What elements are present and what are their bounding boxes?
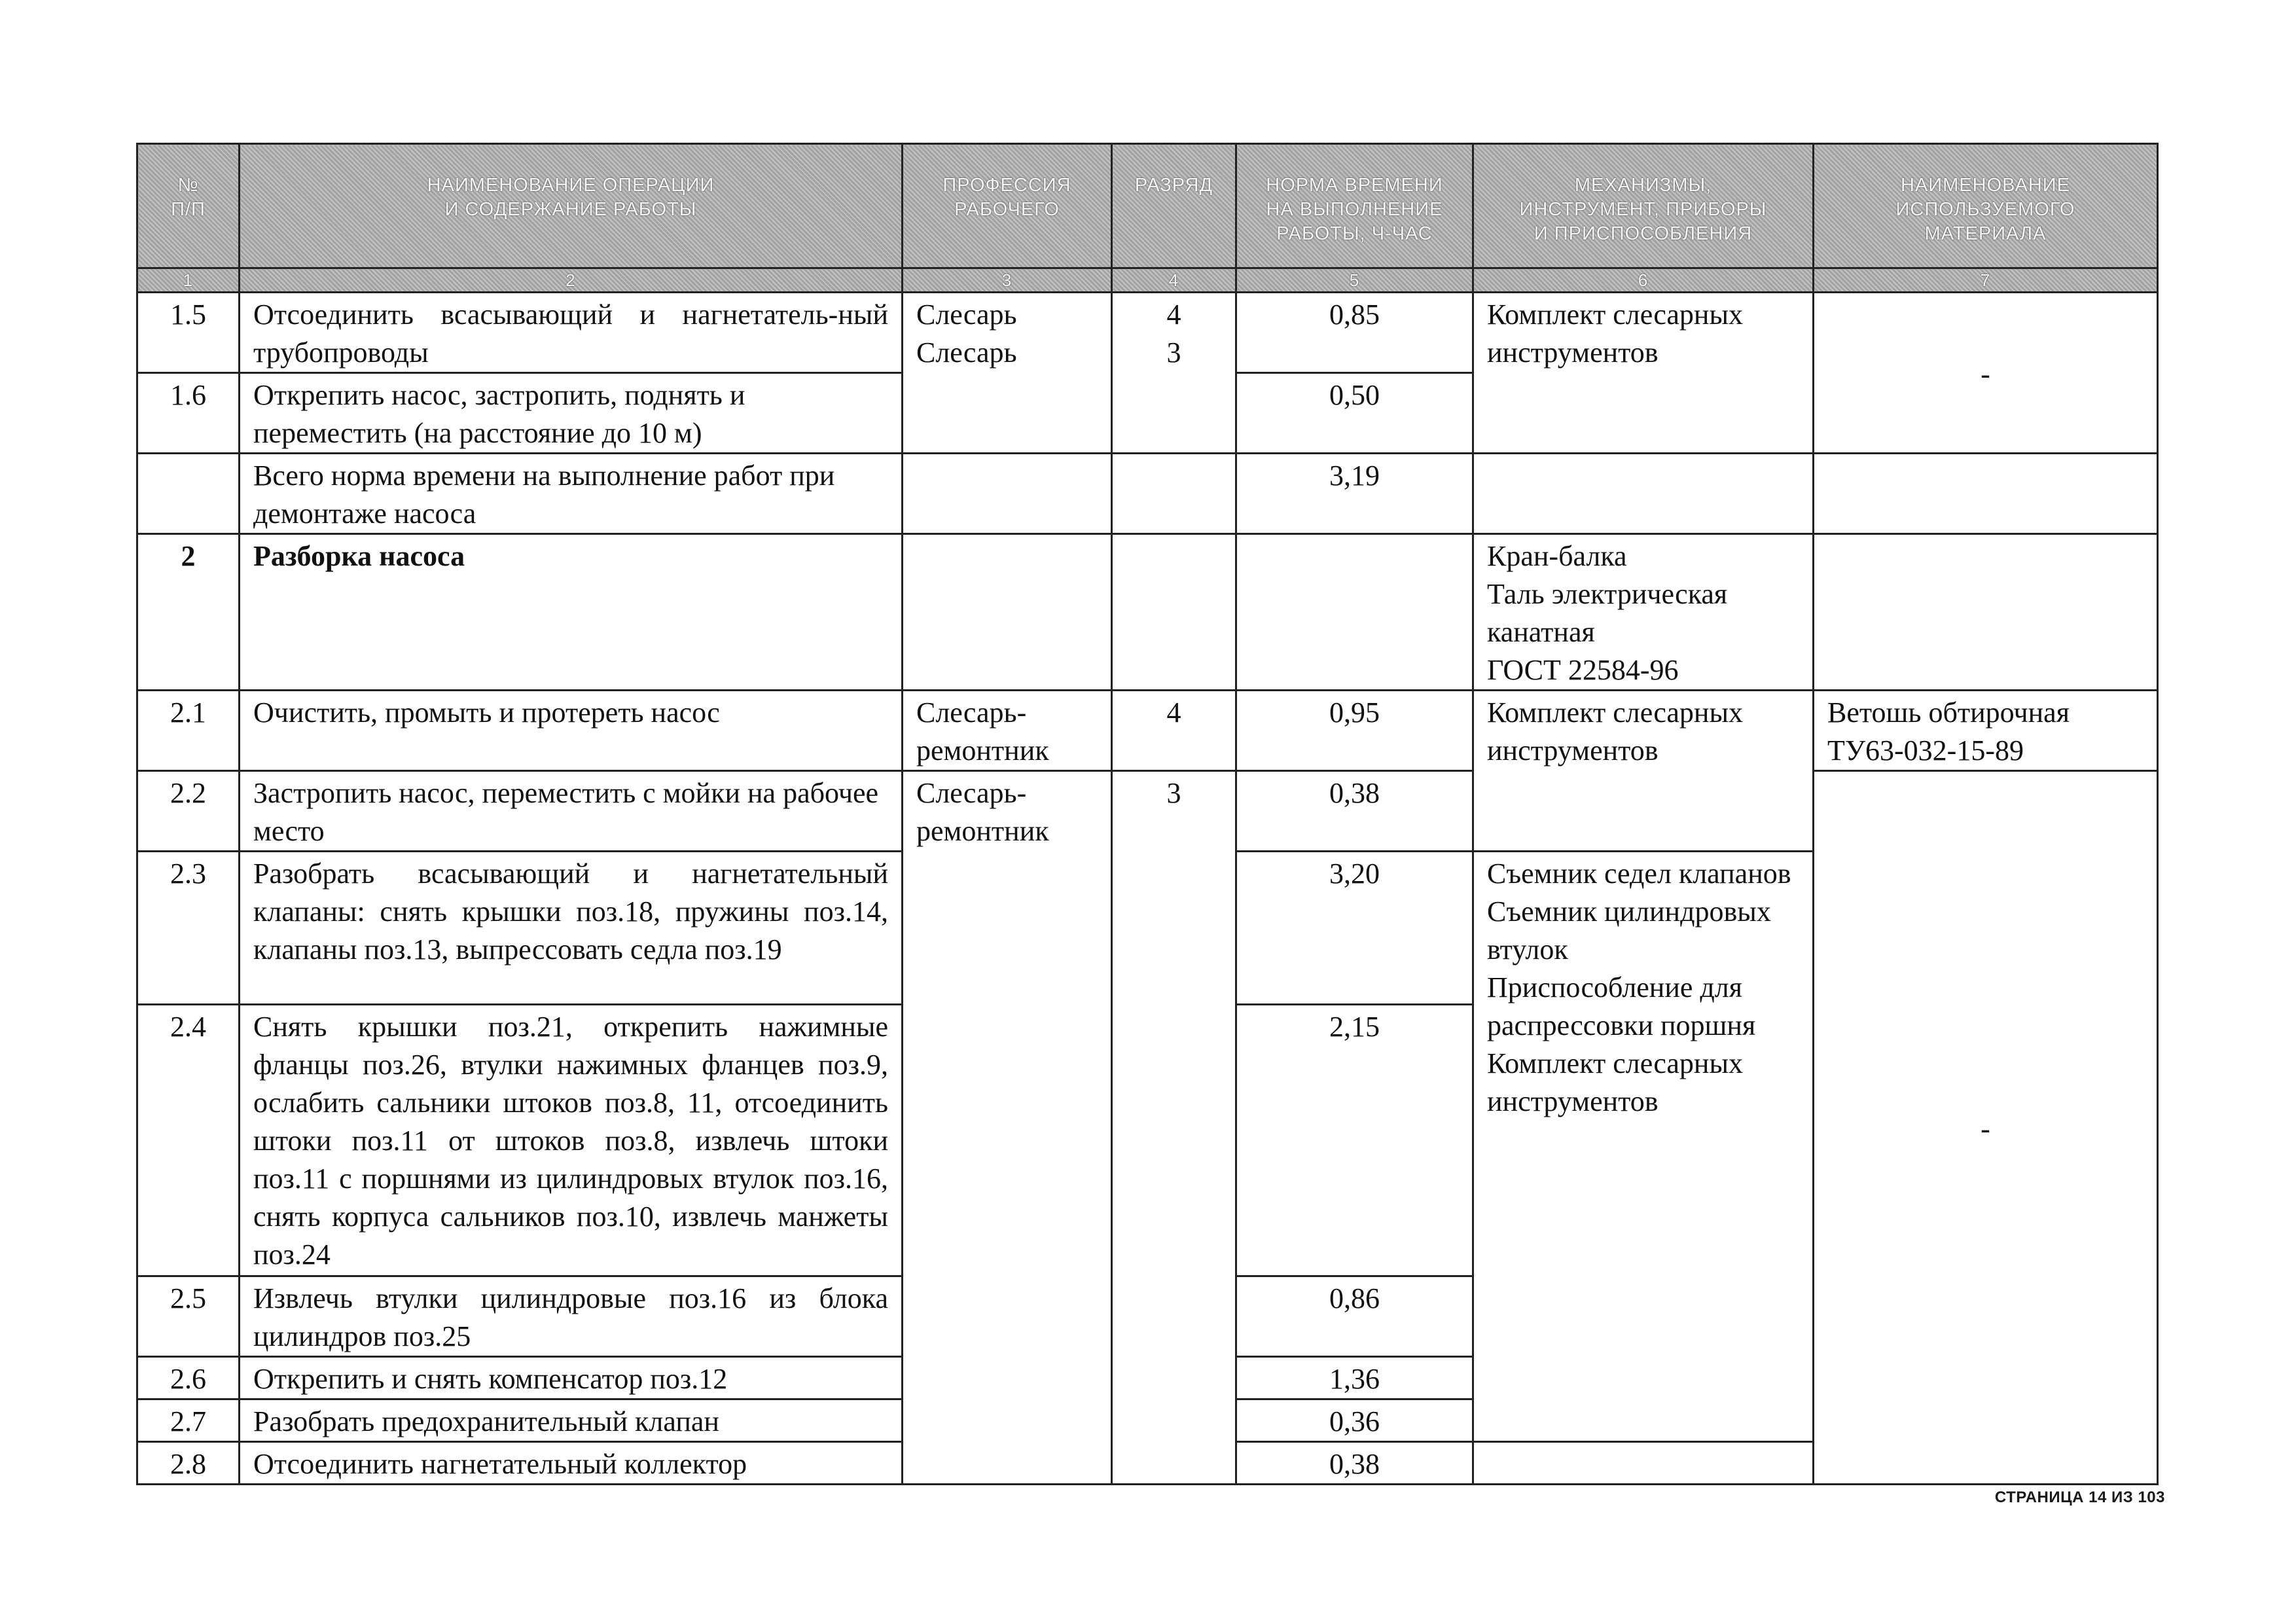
row-time: 0,95: [1236, 691, 1473, 771]
row-number: 1.5: [137, 293, 240, 373]
row-grade: 3: [1112, 771, 1236, 1485]
row-grade: 4 3: [1112, 293, 1236, 454]
row-operation: Всего норма времени на выполнение работ при демонтаже насоса: [240, 454, 903, 534]
row-profession: [903, 534, 1112, 691]
row-time: 3,19: [1236, 454, 1473, 534]
row-operation: Открепить и снять компенсатор поз.12: [240, 1357, 903, 1399]
row-operation: Снять крышки поз.21, открепить нажимные фланцы поз.26, втулки нажимных фланцев поз.9, ослабить сальники штоков поз.8, 11, отсоединить штоки поз.11 от штоков поз.8, извлечь штоки поз.11 с поршнями из цилиндровых втулок поз.16, снять корпуса сальников поз.10, извлечь манжеты поз.24: [240, 1005, 903, 1276]
section-row: [137, 534, 2158, 691]
header-number-3: 3: [903, 268, 1112, 293]
row-time: 0,36: [1236, 1399, 1473, 1442]
row-grade: [1112, 534, 1236, 691]
row-profession: [903, 454, 1112, 534]
table-row: [137, 691, 2158, 771]
row-number: 2.1: [137, 691, 240, 771]
header-number-7: 7: [1814, 268, 2158, 293]
section-title: Разборка насоса: [240, 534, 903, 691]
header-profession: ПРОФЕССИЯ РАБОЧЕГО: [903, 144, 1112, 268]
row-operation: Застропить насос, переместить с мойки на рабочее место: [240, 771, 903, 852]
row-material: -: [1814, 771, 2158, 1485]
row-profession: Слесарь-ремонтник: [903, 691, 1112, 771]
row-grade: [1112, 454, 1236, 534]
header-time-norm: НОРМА ВРЕМЕНИ НА ВЫПОЛНЕНИЕ РАБОТЫ, Ч-ЧАС: [1236, 144, 1473, 268]
row-number: 2.3: [137, 852, 240, 1005]
row-time: 0,86: [1236, 1276, 1473, 1357]
header-operation: НАИМЕНОВАНИЕ ОПЕРАЦИИ И СОДЕРЖАНИЕ РАБОТЫ: [240, 144, 903, 268]
row-time: 0,85: [1236, 293, 1473, 373]
row-tools: Кран-балка Таль электрическая канатная ГОСТ 22584-96: [1473, 534, 1814, 691]
row-tools: Съемник седел клапанов Съемник цилиндровых втулок Приспособление для распрессовки поршня Комплект слесарных инструментов: [1473, 852, 1814, 1442]
row-number: 1.6: [137, 373, 240, 454]
row-time: 2,15: [1236, 1005, 1473, 1276]
row-time: 0,38: [1236, 771, 1473, 852]
row-operation: Очистить, промыть и протереть насос: [240, 691, 903, 771]
row-tools: Комплект слесарных инструментов: [1473, 293, 1814, 454]
table-row: [137, 293, 2158, 373]
row-time: 3,20: [1236, 852, 1473, 1005]
row-number: 2.2: [137, 771, 240, 852]
row-material: Ветошь обтирочная ТУ63-032-15-89: [1814, 691, 2158, 771]
row-profession: Слесарь-ремонтник: [903, 771, 1112, 1485]
row-grade: 4: [1112, 691, 1236, 771]
header-number: № П/П: [137, 144, 240, 268]
header-number-2: 2: [240, 268, 903, 293]
row-operation: Отсоединить всасывающий и нагнетатель-ный трубопроводы: [240, 293, 903, 373]
row-operation: Разобрать предохранительный клапан: [240, 1399, 903, 1442]
header-number-1: 1: [137, 268, 240, 293]
row-number: 2.6: [137, 1357, 240, 1399]
row-number: [137, 454, 240, 534]
row-time: 0,38: [1236, 1442, 1473, 1485]
row-number: 2.7: [137, 1399, 240, 1442]
total-row: [137, 454, 2158, 534]
row-operation: Открепить насос, застропить, поднять и переместить (на расстояние до 10 м): [240, 373, 903, 454]
header-tools: МЕХАНИЗМЫ, ИНСТРУМЕНТ, ПРИБОРЫ И ПРИСПОСОБЛЕНИЯ: [1473, 144, 1814, 268]
row-operation: Отсоединить нагнетательный коллектор: [240, 1442, 903, 1485]
header-numbers-row: [137, 268, 2158, 293]
section-number: 2: [137, 534, 240, 691]
row-profession: Слесарь Слесарь: [903, 293, 1112, 454]
row-number: 2.5: [137, 1276, 240, 1357]
operations-table: [136, 143, 2159, 1485]
header-number-5: 5: [1236, 268, 1473, 293]
header-row: [137, 144, 2158, 268]
page-counter: СТРАНИЦА 14 ИЗ 103: [1994, 1489, 2165, 1506]
row-time: 1,36: [1236, 1357, 1473, 1399]
header-number-6: 6: [1473, 268, 1814, 293]
row-time: 0,50: [1236, 373, 1473, 454]
table-row: [137, 771, 2158, 852]
row-operation: Разобрать всасывающий и нагнетательный клапаны: снять крышки поз.18, пружины поз.14, клапаны поз.13, выпрессовать седла поз.19: [240, 852, 903, 1005]
row-material: [1814, 534, 2158, 691]
row-material: [1814, 454, 2158, 534]
row-time: [1236, 534, 1473, 691]
row-number: 2.4: [137, 1005, 240, 1276]
row-number: 2.8: [137, 1442, 240, 1485]
header-grade: РАЗРЯД: [1112, 144, 1236, 268]
row-tools: [1473, 454, 1814, 534]
header-number-4: 4: [1112, 268, 1236, 293]
row-tools: [1473, 1442, 1814, 1485]
header-material: НАИМЕНОВАНИЕ ИСПОЛЬЗУЕМОГО МАТЕРИАЛА: [1814, 144, 2158, 268]
row-tools: Комплект слесарных инструментов: [1473, 691, 1814, 852]
row-material: -: [1814, 293, 2158, 454]
row-operation: Извлечь втулки цилиндровые поз.16 из блока цилиндров поз.25: [240, 1276, 903, 1357]
